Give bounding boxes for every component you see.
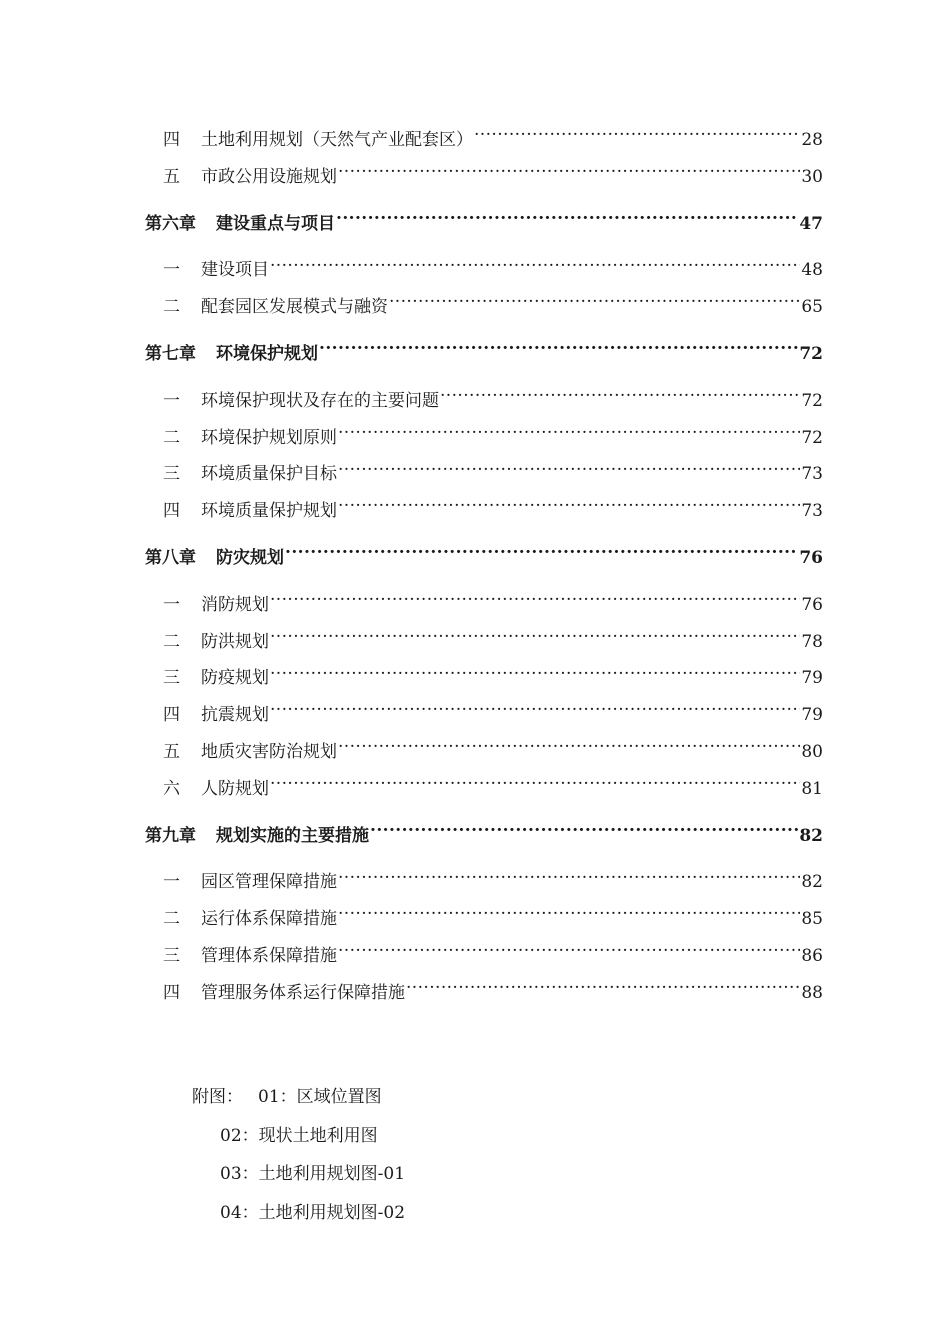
toc-dot-leader [389, 295, 800, 312]
toc-page-number: 48 [801, 260, 823, 281]
toc-section-row[interactable] [145, 660, 823, 697]
appendix-item[interactable]: 02：现状土地利用图 [220, 1125, 378, 1146]
toc-title: 土地利用规划（天然气产业配套区） [201, 130, 473, 150]
toc-number: 一 [163, 260, 180, 281]
toc-page-number: 79 [801, 705, 823, 726]
toc-section-row[interactable] [145, 122, 823, 159]
toc-dot-leader [270, 593, 800, 610]
toc-title: 消防规划 [201, 594, 269, 615]
toc-section-row[interactable] [145, 697, 823, 734]
toc-page-number: 72 [801, 427, 823, 448]
toc-section-row[interactable] [145, 252, 823, 289]
toc-number: 二 [163, 297, 180, 318]
appendix-row [192, 1117, 405, 1156]
toc-section-row[interactable] [145, 975, 823, 1012]
toc-number: 五 [163, 741, 180, 762]
toc-page-number: 76 [801, 594, 823, 615]
toc-page-number: 79 [801, 668, 823, 689]
toc-title: 环境保护现状及存在的主要问题 [201, 390, 439, 411]
toc-number: 四 [163, 130, 180, 150]
toc-dot-leader [270, 703, 800, 720]
appendix-figures [192, 1078, 405, 1232]
toc-section-row[interactable] [145, 938, 823, 975]
toc-page-number: 30 [801, 166, 823, 187]
toc-number: 三 [163, 668, 180, 689]
toc-number: 四 [163, 982, 180, 1003]
toc-page-number: 28 [801, 130, 823, 150]
toc-number: 第九章 [145, 825, 196, 846]
toc-dot-leader [338, 165, 800, 182]
appendix-item[interactable]: 03：土地利用规划图-01 [220, 1164, 406, 1184]
toc-section-row[interactable] [145, 420, 823, 457]
toc-chapter-row[interactable] [145, 540, 823, 577]
toc-page-number: 80 [801, 741, 823, 762]
toc-page-number: 85 [801, 909, 823, 930]
toc-dot-leader [338, 907, 800, 924]
toc-title: 环境质量保护目标 [201, 464, 337, 485]
toc-title: 防疫规划 [201, 668, 269, 689]
toc-dot-leader [336, 212, 798, 229]
toc-dot-leader [338, 499, 800, 516]
toc-chapter-row[interactable] [145, 336, 823, 373]
toc-page-number: 73 [801, 501, 823, 522]
toc-dot-leader [370, 824, 798, 841]
toc-section-row[interactable] [145, 493, 823, 530]
toc-page-number: 76 [799, 547, 823, 568]
toc-page-number: 88 [801, 982, 823, 1003]
toc-title: 人防规划 [201, 778, 269, 799]
toc-dot-leader [285, 546, 798, 563]
toc-title: 管理服务体系运行保障措施 [201, 982, 405, 1003]
toc-section-row[interactable] [145, 901, 823, 938]
toc-title: 规划实施的主要措施 [216, 825, 369, 846]
toc-number: 二 [163, 631, 180, 652]
appendix-item[interactable]: 04：土地利用规划图-02 [220, 1202, 406, 1223]
toc-dot-leader [270, 666, 800, 683]
toc-title: 配套园区发展模式与融资 [201, 297, 388, 318]
toc-number: 二 [163, 909, 180, 930]
toc-page-number: 82 [799, 825, 823, 846]
toc-dot-leader [338, 944, 800, 961]
appendix-label: 附图： [192, 1087, 243, 1107]
toc-chapter-row[interactable] [145, 206, 823, 243]
toc-title: 环境保护规划原则 [201, 427, 337, 448]
appendix-item[interactable]: 01：区域位置图 [258, 1087, 382, 1107]
toc-page-number: 72 [801, 390, 823, 411]
toc-number: 一 [163, 594, 180, 615]
toc-title: 防灾规划 [216, 547, 284, 568]
toc-section-row[interactable] [145, 734, 823, 771]
toc-title: 运行体系保障措施 [201, 909, 337, 930]
toc-number: 一 [163, 872, 180, 893]
toc-dot-leader [338, 870, 800, 887]
toc-number: 第七章 [145, 343, 196, 364]
toc-dot-leader [440, 389, 800, 406]
toc-section-row[interactable] [145, 159, 823, 196]
table-of-contents [145, 122, 823, 1012]
toc-dot-leader [338, 426, 800, 443]
toc-section-row[interactable] [145, 771, 823, 808]
toc-number: 第八章 [145, 547, 196, 568]
toc-title: 园区管理保障措施 [201, 872, 337, 893]
toc-dot-leader [270, 630, 800, 647]
toc-page-number: 47 [799, 213, 823, 234]
toc-number: 三 [163, 464, 180, 485]
toc-title: 环境保护规划 [216, 343, 318, 364]
toc-page-number: 72 [799, 343, 823, 364]
toc-page-number: 73 [801, 464, 823, 485]
toc-page-number: 78 [801, 631, 823, 652]
toc-number: 二 [163, 427, 180, 448]
toc-section-row[interactable] [145, 456, 823, 493]
toc-dot-leader [270, 258, 800, 275]
toc-title: 市政公用设施规划 [201, 166, 337, 187]
toc-page-number: 82 [801, 872, 823, 893]
toc-title: 抗震规划 [201, 705, 269, 726]
toc-title: 建设重点与项目 [216, 213, 335, 234]
toc-section-row[interactable] [145, 383, 823, 420]
toc-title: 环境质量保护规划 [201, 501, 337, 522]
toc-dot-leader [319, 342, 798, 359]
toc-section-row[interactable] [145, 587, 823, 624]
appendix-row [192, 1155, 405, 1194]
toc-chapter-row[interactable] [145, 818, 823, 855]
toc-number: 六 [163, 778, 180, 799]
toc-title: 防洪规划 [201, 631, 269, 652]
toc-page-number: 81 [801, 778, 823, 799]
appendix-row [192, 1078, 405, 1117]
toc-dot-leader [338, 740, 800, 757]
toc-number: 四 [163, 705, 180, 726]
toc-dot-leader [270, 777, 800, 794]
toc-title: 建设项目 [201, 260, 269, 281]
appendix-row [192, 1194, 405, 1233]
toc-number: 第六章 [145, 213, 196, 234]
toc-page-number: 86 [801, 945, 823, 966]
toc-number: 四 [163, 501, 180, 522]
toc-section-row[interactable] [145, 864, 823, 901]
toc-number: 一 [163, 390, 180, 411]
toc-dot-leader [338, 462, 800, 479]
toc-dot-leader [474, 128, 800, 145]
toc-dot-leader [406, 981, 800, 998]
toc-section-row[interactable] [145, 624, 823, 661]
toc-title: 管理体系保障措施 [201, 945, 337, 966]
toc-page-number: 65 [801, 297, 823, 318]
toc-number: 三 [163, 945, 180, 966]
toc-section-row[interactable] [145, 289, 823, 326]
toc-number: 五 [163, 166, 180, 187]
toc-title: 地质灾害防治规划 [201, 741, 337, 762]
